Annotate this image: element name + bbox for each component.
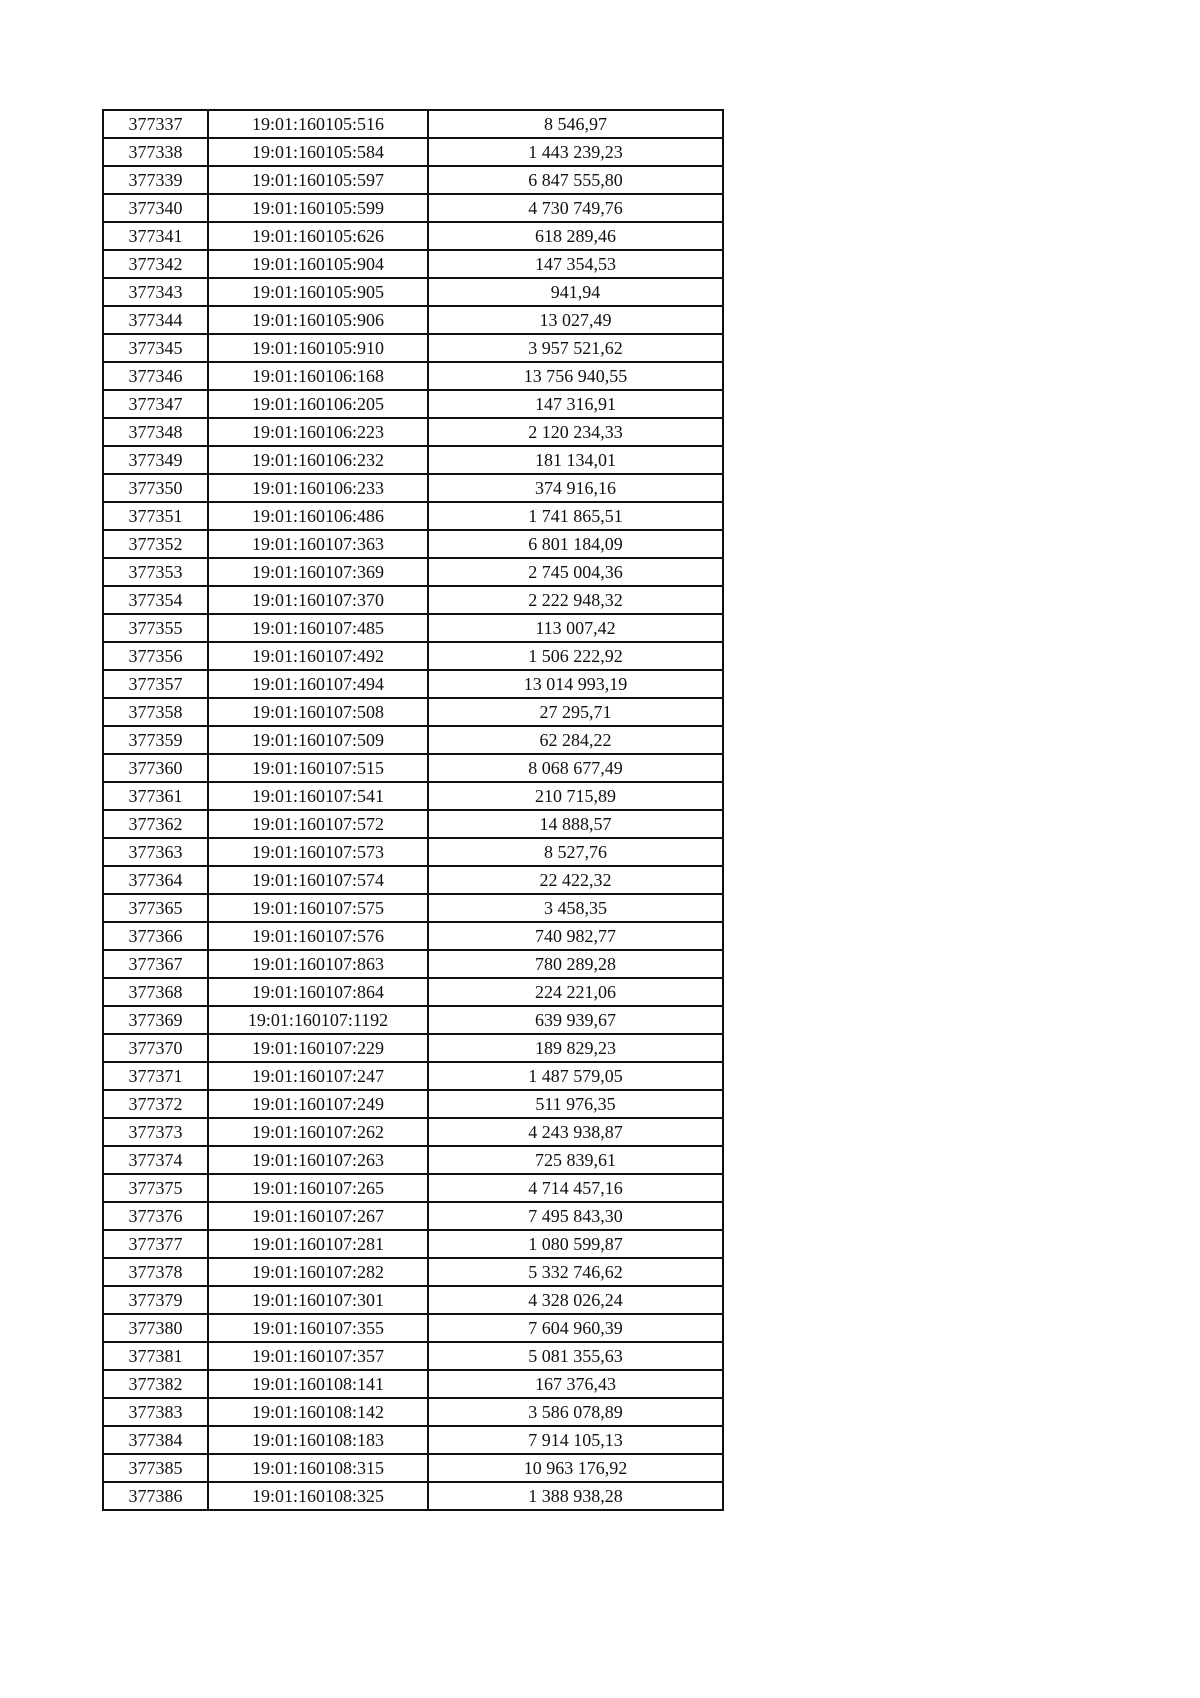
- cadastral-number-cell: 19:01:160105:516: [208, 110, 428, 138]
- row-number-cell: 377341: [103, 222, 208, 250]
- cadastral-number-cell: 19:01:160105:599: [208, 194, 428, 222]
- row-number-cell: 377351: [103, 502, 208, 530]
- table-row: [103, 530, 723, 558]
- cadastral-number-cell: 19:01:160107:863: [208, 950, 428, 978]
- table-row: [103, 1146, 723, 1174]
- cadastral-number-cell: 19:01:160106:205: [208, 390, 428, 418]
- table-row: [103, 1090, 723, 1118]
- cadastral-value-cell: 62 284,22: [428, 726, 723, 754]
- cadastral-value-cell: 7 914 105,13: [428, 1426, 723, 1454]
- cadastral-value-cell: 4 730 749,76: [428, 194, 723, 222]
- row-number-cell: 377356: [103, 642, 208, 670]
- cadastral-value-cell: 181 134,01: [428, 446, 723, 474]
- cadastral-value-cell: 3 586 078,89: [428, 1398, 723, 1426]
- table-row: [103, 1314, 723, 1342]
- row-number-cell: 377340: [103, 194, 208, 222]
- cadastral-value-cell: 1 487 579,05: [428, 1062, 723, 1090]
- cadastral-value-cell: 1 388 938,28: [428, 1482, 723, 1510]
- cadastral-number-cell: 19:01:160107:301: [208, 1286, 428, 1314]
- row-number-cell: 377370: [103, 1034, 208, 1062]
- cadastral-number-cell: 19:01:160107:263: [208, 1146, 428, 1174]
- cadastral-value-cell: 1 741 865,51: [428, 502, 723, 530]
- cadastral-number-cell: 19:01:160107:494: [208, 670, 428, 698]
- cadastral-number-cell: 19:01:160105:906: [208, 306, 428, 334]
- cadastral-value-cell: 113 007,42: [428, 614, 723, 642]
- row-number-cell: 377337: [103, 110, 208, 138]
- table-row: [103, 222, 723, 250]
- cadastral-value-cell: 27 295,71: [428, 698, 723, 726]
- row-number-cell: 377342: [103, 250, 208, 278]
- cadastral-value-cell: 147 354,53: [428, 250, 723, 278]
- table-row: [103, 1454, 723, 1482]
- cadastral-value-cell: 10 963 176,92: [428, 1454, 723, 1482]
- table-row: [103, 866, 723, 894]
- cadastral-value-cell: 22 422,32: [428, 866, 723, 894]
- table-row: [103, 754, 723, 782]
- cadastral-value-cell: 2 745 004,36: [428, 558, 723, 586]
- cadastral-number-cell: 19:01:160107:247: [208, 1062, 428, 1090]
- cadastral-number-cell: 19:01:160107:357: [208, 1342, 428, 1370]
- cadastral-value-cell: 7 495 843,30: [428, 1202, 723, 1230]
- row-number-cell: 377369: [103, 1006, 208, 1034]
- cadastral-value-cell: 780 289,28: [428, 950, 723, 978]
- table-row: [103, 1342, 723, 1370]
- row-number-cell: 377381: [103, 1342, 208, 1370]
- table-row: [103, 446, 723, 474]
- cadastral-number-cell: 19:01:160105:910: [208, 334, 428, 362]
- row-number-cell: 377348: [103, 418, 208, 446]
- cadastral-value-cell: 14 888,57: [428, 810, 723, 838]
- cadastral-value-cell: 167 376,43: [428, 1370, 723, 1398]
- cadastral-number-cell: 19:01:160106:486: [208, 502, 428, 530]
- cadastral-value-cell: 618 289,46: [428, 222, 723, 250]
- row-number-cell: 377374: [103, 1146, 208, 1174]
- cadastral-number-cell: 19:01:160105:584: [208, 138, 428, 166]
- row-number-cell: 377375: [103, 1174, 208, 1202]
- cadastral-value-cell: 13 014 993,19: [428, 670, 723, 698]
- row-number-cell: 377372: [103, 1090, 208, 1118]
- table-row: [103, 1230, 723, 1258]
- cadastral-value-cell: 8 527,76: [428, 838, 723, 866]
- row-number-cell: 377338: [103, 138, 208, 166]
- cadastral-number-cell: 19:01:160107:229: [208, 1034, 428, 1062]
- cadastral-value-cell: 374 916,16: [428, 474, 723, 502]
- table-row: [103, 1482, 723, 1510]
- row-number-cell: 377380: [103, 1314, 208, 1342]
- table-row: [103, 1370, 723, 1398]
- cadastral-number-cell: 19:01:160107:574: [208, 866, 428, 894]
- cadastral-value-cell: 189 829,23: [428, 1034, 723, 1062]
- table-row: [103, 558, 723, 586]
- cadastral-number-cell: 19:01:160107:508: [208, 698, 428, 726]
- cadastral-number-cell: 19:01:160108:183: [208, 1426, 428, 1454]
- cadastral-number-cell: 19:01:160105:905: [208, 278, 428, 306]
- cadastral-value-cell: 3 458,35: [428, 894, 723, 922]
- row-number-cell: 377365: [103, 894, 208, 922]
- table-row: [103, 614, 723, 642]
- table-row: [103, 1006, 723, 1034]
- cadastral-number-cell: 19:01:160107:541: [208, 782, 428, 810]
- cadastral-value-cell: 8 546,97: [428, 110, 723, 138]
- cadastral-value-cell: 4 243 938,87: [428, 1118, 723, 1146]
- cadastral-value-cell: 5 332 746,62: [428, 1258, 723, 1286]
- row-number-cell: 377362: [103, 810, 208, 838]
- table-row: [103, 502, 723, 530]
- row-number-cell: 377347: [103, 390, 208, 418]
- cadastral-value-cell: 13 756 940,55: [428, 362, 723, 390]
- cadastral-number-cell: 19:01:160108:315: [208, 1454, 428, 1482]
- row-number-cell: 377354: [103, 586, 208, 614]
- row-number-cell: 377344: [103, 306, 208, 334]
- cadastral-number-cell: 19:01:160107:573: [208, 838, 428, 866]
- cadastral-number-cell: 19:01:160106:233: [208, 474, 428, 502]
- row-number-cell: 377378: [103, 1258, 208, 1286]
- cadastral-number-cell: 19:01:160107:265: [208, 1174, 428, 1202]
- cadastral-value-cell: 4 714 457,16: [428, 1174, 723, 1202]
- cadastral-number-cell: 19:01:160107:576: [208, 922, 428, 950]
- cadastral-value-cell: 4 328 026,24: [428, 1286, 723, 1314]
- table-row: [103, 390, 723, 418]
- cadastral-value-cell: 1 443 239,23: [428, 138, 723, 166]
- table-row: [103, 1202, 723, 1230]
- cadastral-value-cell: 3 957 521,62: [428, 334, 723, 362]
- row-number-cell: 377349: [103, 446, 208, 474]
- row-number-cell: 377384: [103, 1426, 208, 1454]
- row-number-cell: 377350: [103, 474, 208, 502]
- table-row: [103, 978, 723, 1006]
- cadastral-number-cell: 19:01:160107:370: [208, 586, 428, 614]
- cadastral-number-cell: 19:01:160107:355: [208, 1314, 428, 1342]
- row-number-cell: 377371: [103, 1062, 208, 1090]
- row-number-cell: 377379: [103, 1286, 208, 1314]
- cadastral-number-cell: 19:01:160107:572: [208, 810, 428, 838]
- table-row: [103, 194, 723, 222]
- cadastral-value-cell: 740 982,77: [428, 922, 723, 950]
- row-number-cell: 377346: [103, 362, 208, 390]
- table-row: [103, 810, 723, 838]
- table-row: [103, 1062, 723, 1090]
- cadastral-number-cell: 19:01:160108:141: [208, 1370, 428, 1398]
- row-number-cell: 377352: [103, 530, 208, 558]
- row-number-cell: 377385: [103, 1454, 208, 1482]
- cadastral-number-cell: 19:01:160107:509: [208, 726, 428, 754]
- table-row: [103, 1034, 723, 1062]
- table-row: [103, 838, 723, 866]
- cadastral-value-cell: 941,94: [428, 278, 723, 306]
- table-row: [103, 698, 723, 726]
- table-row: [103, 1426, 723, 1454]
- cadastral-number-cell: 19:01:160105:597: [208, 166, 428, 194]
- cadastral-value-cell: 13 027,49: [428, 306, 723, 334]
- row-number-cell: 377358: [103, 698, 208, 726]
- cadastral-number-cell: 19:01:160107:282: [208, 1258, 428, 1286]
- cadastral-number-cell: 19:01:160107:864: [208, 978, 428, 1006]
- row-number-cell: 377353: [103, 558, 208, 586]
- cadastral-number-cell: 19:01:160107:249: [208, 1090, 428, 1118]
- cadastral-number-cell: 19:01:160107:492: [208, 642, 428, 670]
- cadastral-number-cell: 19:01:160107:515: [208, 754, 428, 782]
- cadastral-value-cell: 511 976,35: [428, 1090, 723, 1118]
- row-number-cell: 377364: [103, 866, 208, 894]
- row-number-cell: 377386: [103, 1482, 208, 1510]
- row-number-cell: 377363: [103, 838, 208, 866]
- table-row: [103, 950, 723, 978]
- cadastral-number-cell: 19:01:160107:281: [208, 1230, 428, 1258]
- row-number-cell: 377357: [103, 670, 208, 698]
- table-row: [103, 110, 723, 138]
- table-row: [103, 586, 723, 614]
- cadastral-number-cell: 19:01:160107:267: [208, 1202, 428, 1230]
- cadastral-number-cell: 19:01:160107:369: [208, 558, 428, 586]
- cadastral-value-cell: 210 715,89: [428, 782, 723, 810]
- cadastral-value-cell: 6 847 555,80: [428, 166, 723, 194]
- table-row: [103, 362, 723, 390]
- table-row: [103, 1286, 723, 1314]
- row-number-cell: 377377: [103, 1230, 208, 1258]
- cadastral-value-cell: 8 068 677,49: [428, 754, 723, 782]
- cadastral-number-cell: 19:01:160106:232: [208, 446, 428, 474]
- table-row: [103, 726, 723, 754]
- row-number-cell: 377368: [103, 978, 208, 1006]
- table-row: [103, 670, 723, 698]
- cadastral-number-cell: 19:01:160108:142: [208, 1398, 428, 1426]
- table-row: [103, 306, 723, 334]
- cadastral-number-cell: 19:01:160107:363: [208, 530, 428, 558]
- cadastral-number-cell: 19:01:160105:626: [208, 222, 428, 250]
- cadastral-value-cell: 1 506 222,92: [428, 642, 723, 670]
- row-number-cell: 377366: [103, 922, 208, 950]
- cadastral-value-cell: 639 939,67: [428, 1006, 723, 1034]
- cadastral-number-cell: 19:01:160108:325: [208, 1482, 428, 1510]
- row-number-cell: 377339: [103, 166, 208, 194]
- row-number-cell: 377355: [103, 614, 208, 642]
- cadastral-value-cell: 224 221,06: [428, 978, 723, 1006]
- row-number-cell: 377361: [103, 782, 208, 810]
- cadastral-value-cell: 1 080 599,87: [428, 1230, 723, 1258]
- table-row: [103, 642, 723, 670]
- table-row: [103, 250, 723, 278]
- cadastral-number-cell: 19:01:160107:485: [208, 614, 428, 642]
- table-row: [103, 474, 723, 502]
- table-row: [103, 1258, 723, 1286]
- table-body: [103, 110, 723, 1510]
- cadastral-number-cell: 19:01:160106:223: [208, 418, 428, 446]
- cadastral-value-cell: 5 081 355,63: [428, 1342, 723, 1370]
- row-number-cell: 377382: [103, 1370, 208, 1398]
- table-row: [103, 334, 723, 362]
- row-number-cell: 377373: [103, 1118, 208, 1146]
- cadastral-number-cell: 19:01:160107:1192: [208, 1006, 428, 1034]
- cadastral-value-cell: 7 604 960,39: [428, 1314, 723, 1342]
- cadastral-number-cell: 19:01:160107:575: [208, 894, 428, 922]
- cadastral-value-cell: 2 222 948,32: [428, 586, 723, 614]
- cadastral-value-cell: 147 316,91: [428, 390, 723, 418]
- cadastral-value-cell: 2 120 234,33: [428, 418, 723, 446]
- table-row: [103, 138, 723, 166]
- row-number-cell: 377345: [103, 334, 208, 362]
- row-number-cell: 377376: [103, 1202, 208, 1230]
- cadastral-value-table: [102, 109, 724, 1511]
- table-row: [103, 1118, 723, 1146]
- cadastral-number-cell: 19:01:160106:168: [208, 362, 428, 390]
- cadastral-value-cell: 725 839,61: [428, 1146, 723, 1174]
- row-number-cell: 377383: [103, 1398, 208, 1426]
- table-row: [103, 1398, 723, 1426]
- cadastral-value-cell: 6 801 184,09: [428, 530, 723, 558]
- table-row: [103, 418, 723, 446]
- cadastral-number-cell: 19:01:160105:904: [208, 250, 428, 278]
- cadastral-number-cell: 19:01:160107:262: [208, 1118, 428, 1146]
- row-number-cell: 377359: [103, 726, 208, 754]
- table-row: [103, 922, 723, 950]
- row-number-cell: 377343: [103, 278, 208, 306]
- table-row: [103, 894, 723, 922]
- table-row: [103, 782, 723, 810]
- row-number-cell: 377360: [103, 754, 208, 782]
- table-row: [103, 278, 723, 306]
- table-row: [103, 166, 723, 194]
- row-number-cell: 377367: [103, 950, 208, 978]
- table-row: [103, 1174, 723, 1202]
